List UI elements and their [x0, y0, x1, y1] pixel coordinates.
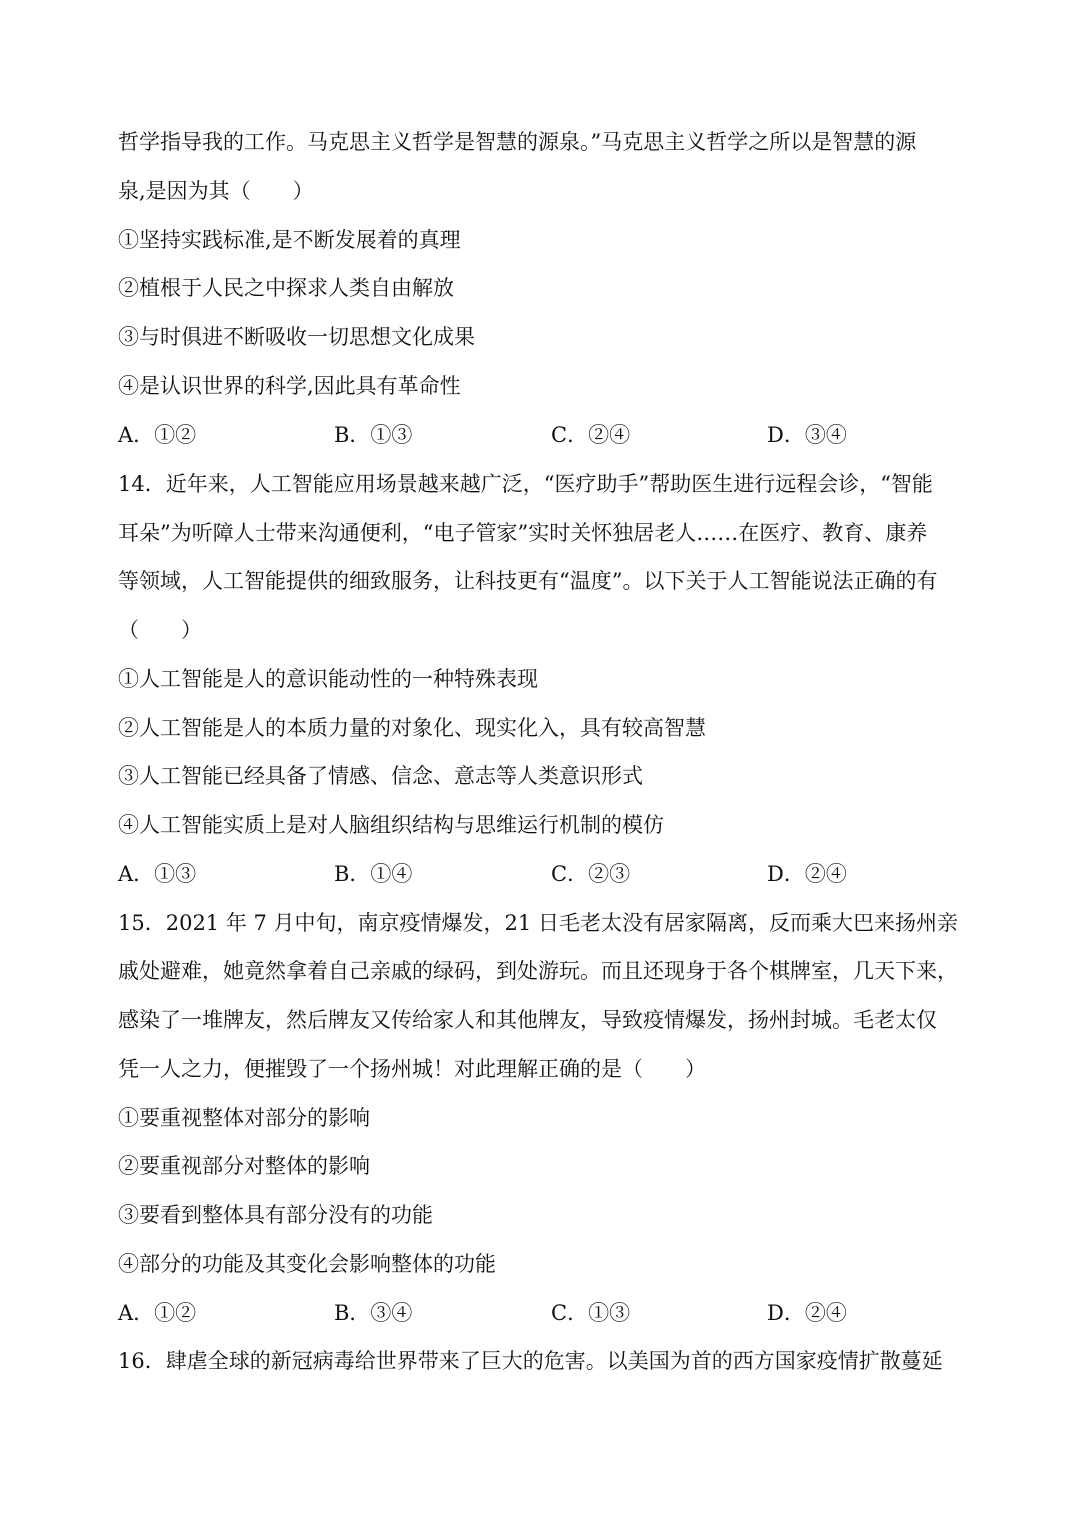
q15-statement-4: ④部分的功能及其变化会影响整体的功能 [118, 1252, 496, 1276]
q14-options [118, 859, 968, 889]
q14-option-d[interactable]: D．②④ [767, 862, 847, 886]
q13-option-d[interactable]: D．③④ [767, 423, 847, 447]
q15-stem-line-2: 戚处避难，她竟然拿着自己亲戚的绿码，到处游玩。而且还现身于各个棋牌室，几天下来， [118, 959, 958, 983]
q14-stem-line-3: 等领域，人工智能提供的细致服务，让科技更有“温度”。以下关于人工智能说法正确的有 [118, 569, 938, 593]
q15-option-a[interactable]: A．①② [118, 1301, 197, 1325]
q15-statement-1: ①要重视整体对部分的影响 [118, 1106, 370, 1130]
q15-stem-line-1: 15．2021 年 7 月中旬，南京疫情爆发，21 日毛老太没有居家隔离，反而乘大巴来扬州亲 [118, 911, 958, 935]
q14-statement-3: ③人工智能已经具备了情感、信念、意志等人类意识形式 [118, 764, 643, 788]
q13-statement-4: ④是认识世界的科学,因此具有革命性 [118, 374, 461, 398]
q13-stem-line-1: 哲学指导我的工作。马克思主义哲学是智慧的源泉。”马克思主义哲学之所以是智慧的源 [118, 130, 917, 154]
q14-stem-line-2: 耳朵”为听障人士带来沟通便利，“电子管家”实时关怀独居老人……在医疗、教育、康养 [118, 521, 928, 545]
q13-option-c[interactable]: C．②④ [551, 423, 631, 447]
q15-stem-line-3: 感染了一堆牌友，然后牌友又传给家人和其他牌友，导致疫情爆发，扬州封城。毛老太仅 [118, 1008, 937, 1032]
q14-stem-line-1: 14．近年来，人工智能应用场景越来越广泛，“医疗助手”帮助医生进行远程会诊，“智能 [118, 472, 933, 496]
q15-option-b[interactable]: B．③④ [334, 1301, 413, 1325]
q15-options [118, 1298, 968, 1328]
q13-options [118, 420, 968, 450]
q15-stem-line-4: 凭一人之力，便摧毁了一个扬州城！对此理解正确的是（ ） [118, 1057, 706, 1081]
q14-option-a[interactable]: A．①③ [118, 862, 197, 886]
q13-statement-2: ②植根于人民之中探求人类自由解放 [118, 276, 454, 300]
q14-statement-2: ②人工智能是人的本质力量的对象化、现实化入，具有较高智慧 [118, 716, 706, 740]
q13-option-b[interactable]: B．①③ [334, 423, 413, 447]
q14-option-b[interactable]: B．①④ [334, 862, 413, 886]
q13-statement-1: ①坚持实践标准,是不断发展着的真理 [118, 228, 461, 252]
q16-stem-line-1: 16．肆虐全球的新冠病毒给世界带来了巨大的危害。以美国为首的西方国家疫情扩散蔓延 [118, 1349, 943, 1373]
q13-statement-3: ③与时俱进不断吸收一切思想文化成果 [118, 325, 475, 349]
q15-statement-2: ②要重视部分对整体的影响 [118, 1154, 370, 1178]
q14-statement-1: ①人工智能是人的意识能动性的一种特殊表现 [118, 667, 538, 691]
q13-stem-line-2: 泉,是因为其（ ） [118, 179, 314, 203]
q15-statement-3: ③要看到整体具有部分没有的功能 [118, 1203, 433, 1227]
q13-option-a[interactable]: A．①② [118, 423, 197, 447]
q14-statement-4: ④人工智能实质上是对人脑组织结构与思维运行机制的模仿 [118, 813, 664, 837]
q15-option-d[interactable]: D．②④ [767, 1301, 847, 1325]
q15-option-c[interactable]: C．①③ [551, 1301, 631, 1325]
q14-stem-line-4: （ ） [118, 618, 202, 642]
q14-option-c[interactable]: C．②③ [551, 862, 631, 886]
